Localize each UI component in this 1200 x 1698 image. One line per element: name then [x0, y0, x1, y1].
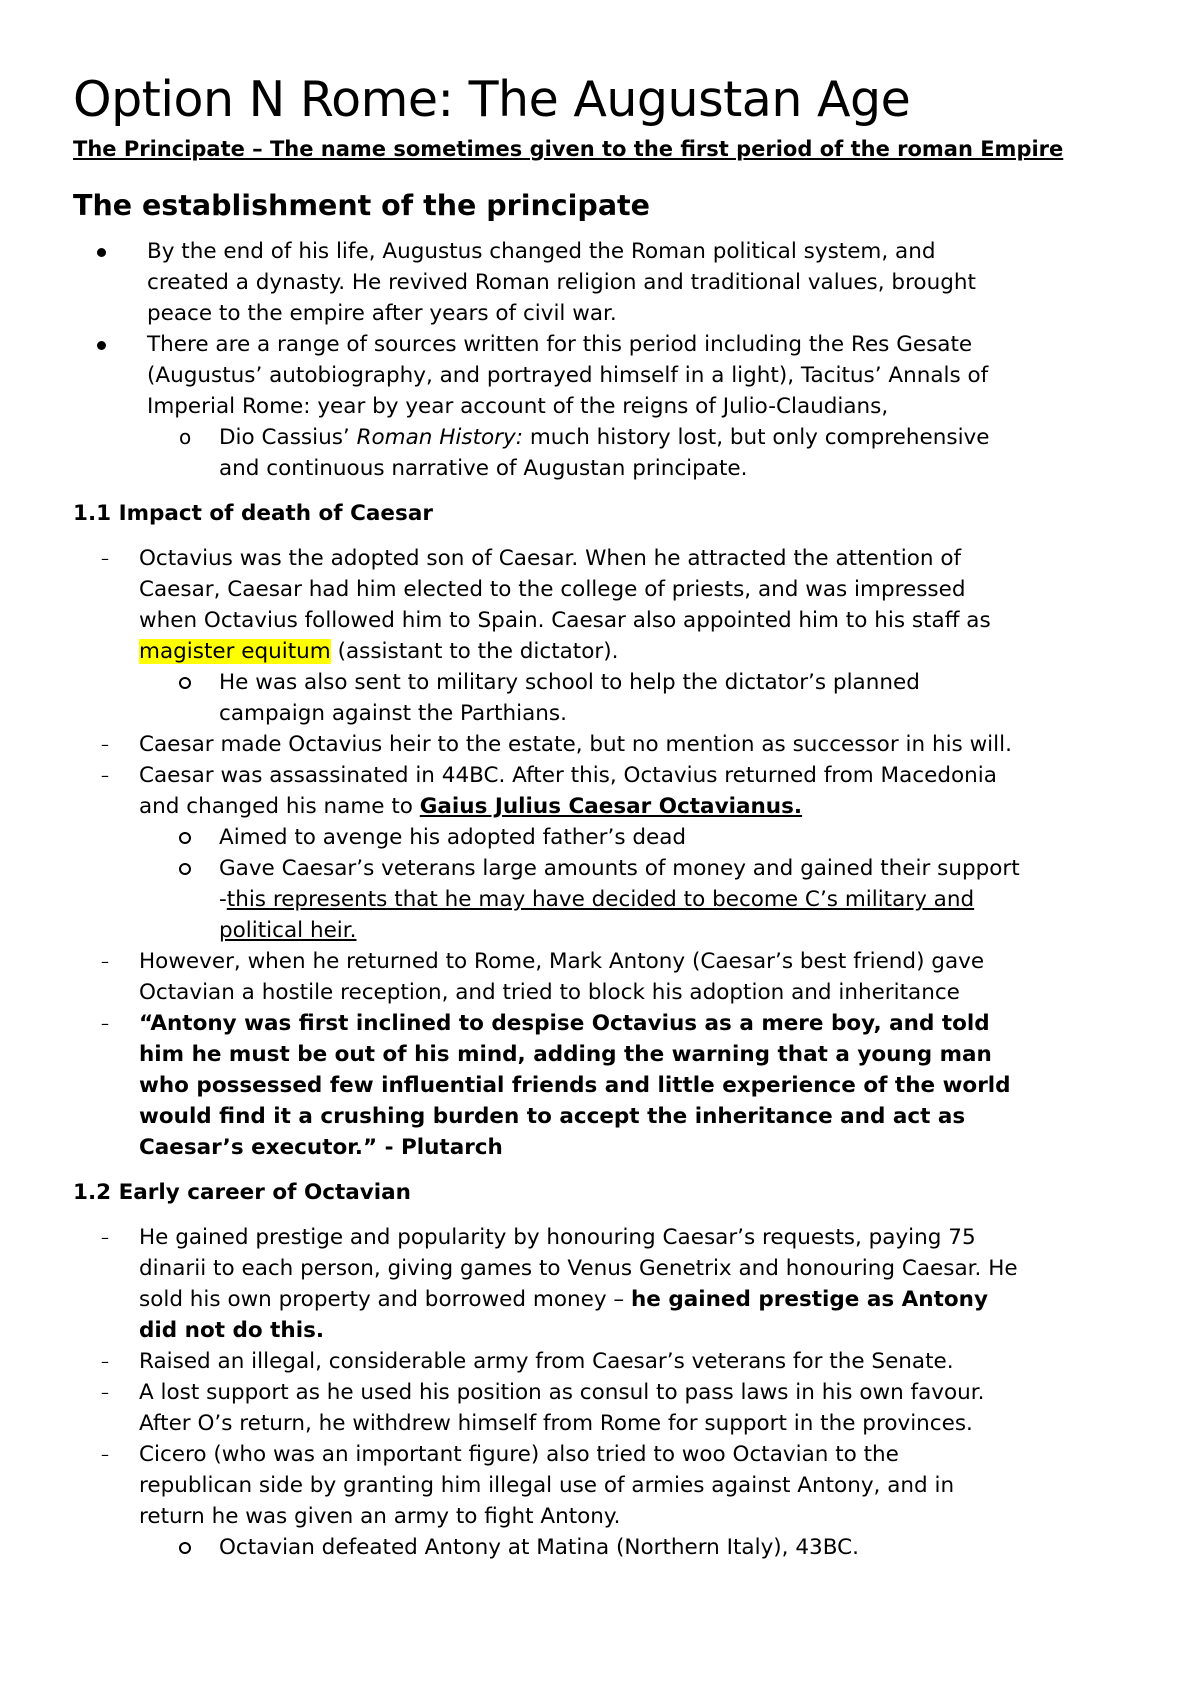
text-line: republican side by granting him illegal use of armies against Antony, and in	[139, 1473, 955, 1498]
list-item	[73, 760, 1148, 822]
text-line: and continuous narrative of Augustan principate.	[219, 456, 748, 481]
quote-line: “Antony was first inclined to despise Octavius as a mere boy, and told	[139, 1011, 990, 1036]
text-line: Caesar, Caesar had him elected to the college of priests, and was impressed	[139, 577, 966, 602]
text-line: Octavius was the adopted son of Caesar. When he attracted the attention of	[139, 546, 962, 571]
text-line: Caesar was assassinated in 44BC. After this, Octavius returned from Macedonia	[139, 763, 997, 788]
sub-list-item	[73, 422, 1148, 484]
text-line: (Augustus’ autobiography, and portrayed himself in a light), Tacitus’ Annals of	[147, 363, 989, 388]
list-item	[73, 1222, 1148, 1346]
text-line: campaign against the Parthians.	[219, 701, 567, 726]
text-line: dinarii to each person, giving games to Venus Genetrix and honouring Caesar. He	[139, 1256, 1018, 1281]
heading-establishment: The establishment of the principate	[73, 189, 651, 222]
dash-icon: –	[101, 1383, 109, 1402]
dash-icon: –	[101, 735, 109, 754]
hollow-circle-icon	[179, 1532, 191, 1558]
text-line: A lost support as he used his position as consul to pass laws in his own favour.	[139, 1380, 985, 1405]
document-subtitle: The Principate – The name sometimes given to the first period of the roman Empire	[73, 137, 1064, 161]
list-item	[73, 236, 1148, 329]
text-line: Aimed to avenge his adopted father’s dead	[219, 825, 687, 850]
dash-icon: –	[101, 1014, 109, 1033]
heading-1-1: 1.1 Impact of death of Caesar	[73, 501, 433, 526]
quote-item	[73, 1008, 1148, 1163]
dash-icon: –	[101, 549, 109, 568]
hollow-circle-icon	[179, 667, 191, 693]
text-line: However, when he returned to Rome, Mark Antony (Caesar’s best friend) gave	[139, 949, 985, 974]
text-line: political heir.	[219, 918, 357, 943]
text-line: Caesar made Octavius heir to the estate, but no mention as successor in his will.	[139, 732, 1012, 757]
text-line: He gained prestige and popularity by honouring Caesar’s requests, paying 75	[139, 1225, 976, 1250]
sub-list-item	[73, 667, 1148, 729]
dash-icon: –	[101, 1228, 109, 1247]
sub-list-item	[73, 822, 1148, 853]
text-line: Dio Cassius’ Roman History: much history lost, but only comprehensive	[219, 425, 990, 450]
list-item	[73, 329, 1148, 422]
list-item	[73, 1346, 1148, 1377]
document-page	[73, 70, 1148, 1563]
sub-list-item	[73, 853, 1148, 946]
text-line: Octavian defeated Antony at Matina (Northern Italy), 43BC.	[219, 1535, 859, 1560]
quote-line: Caesar’s executor.” - Plutarch	[139, 1135, 503, 1160]
text-line: did not do this.	[139, 1318, 325, 1343]
bullet-icon	[97, 236, 106, 261]
text-line: Raised an illegal, considerable army from Caesar’s veterans for the Senate.	[139, 1349, 954, 1374]
text-line: He was also sent to military school to help the dictator’s planned	[219, 670, 920, 695]
text-line: -this represents that he may have decided to become C’s military and	[219, 887, 975, 912]
quote-line: would find it a crushing burden to accept the inheritance and act as	[139, 1104, 966, 1129]
bullet-icon	[97, 329, 106, 354]
document-title: Option N Rome: The Augustan Age	[73, 71, 911, 128]
list-item	[73, 729, 1148, 760]
list-item	[73, 1439, 1148, 1532]
hollow-circle-icon	[179, 822, 191, 848]
text-line: After O’s return, he withdrew himself from Rome for support in the provinces.	[139, 1411, 973, 1436]
quote-line: who possessed few influential friends and little experience of the world	[139, 1073, 1011, 1098]
text-line: peace to the empire after years of civil war.	[147, 301, 617, 326]
text-line: and changed his name to Gaius Julius Caesar Octavianus.	[139, 794, 803, 819]
hollow-circle-icon	[179, 853, 191, 879]
text-line: when Octavius followed him to Spain. Caesar also appointed him to his staff as	[139, 608, 991, 633]
dash-icon: –	[101, 952, 109, 971]
text-line: By the end of his life, Augustus changed the Roman political system, and	[147, 239, 936, 264]
sub-list-item	[73, 1532, 1148, 1563]
list-item	[73, 1377, 1148, 1439]
text-line: Octavian a hostile reception, and tried to block his adoption and inheritance	[139, 980, 960, 1005]
text-line: Imperial Rome: year by year account of the reigns of Julio-Claudians,	[147, 394, 889, 419]
dash-icon: –	[101, 766, 109, 785]
text-line: magister equitum (assistant to the dictator).	[139, 639, 619, 664]
text-line: sold his own property and borrowed money – he gained prestige as Antony	[139, 1287, 988, 1312]
text-line: Cicero (who was an important figure) also tried to woo Octavian to the	[139, 1442, 899, 1467]
text-line: There are a range of sources written for this period including the Res Gesate	[147, 332, 973, 357]
dash-icon: –	[101, 1445, 109, 1464]
sub-bullet-o-icon: o	[179, 425, 192, 449]
heading-1-2: 1.2 Early career of Octavian	[73, 1180, 411, 1205]
text-line: created a dynasty. He revived Roman religion and traditional values, brought	[147, 270, 976, 295]
text-line: return he was given an army to fight Antony.	[139, 1504, 621, 1529]
highlighted-term: magister equitum	[139, 639, 331, 664]
text-line: Gave Caesar’s veterans large amounts of money and gained their support	[219, 856, 1020, 881]
dash-icon: –	[101, 1352, 109, 1371]
list-item	[73, 543, 1148, 667]
list-item	[73, 946, 1148, 1008]
quote-line: him he must be out of his mind, adding the warning that a young man	[139, 1042, 992, 1067]
